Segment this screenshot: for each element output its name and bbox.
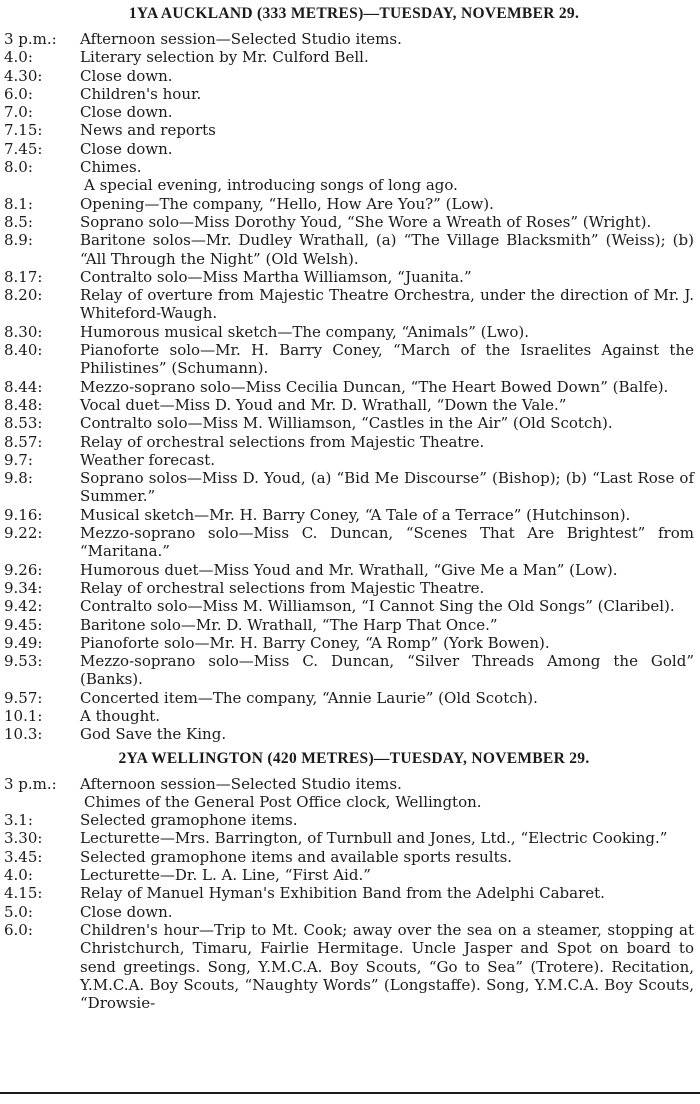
schedule-entry xyxy=(4,884,696,902)
entry-time: 7.0: xyxy=(4,103,33,122)
entry-description: Selected gramophone items and available sports results. xyxy=(80,847,513,866)
schedule-entry xyxy=(4,158,696,176)
schedule-entry xyxy=(4,829,696,847)
section-wellington xyxy=(0,744,700,1013)
entry-time: 8.44: xyxy=(4,377,43,396)
entry-time: 4.15: xyxy=(4,884,43,903)
schedule-entry xyxy=(4,30,696,48)
schedule-entry xyxy=(4,231,696,268)
schedule-entry xyxy=(4,48,696,66)
schedule-entry xyxy=(4,561,696,579)
schedule-entry xyxy=(4,195,696,213)
entry-time: 9.34: xyxy=(4,578,43,597)
entry-time: 9.45: xyxy=(4,615,43,634)
entry-time: 5.0: xyxy=(4,902,33,921)
entry-description: Humorous duet—Miss Youd and Mr. Wrathall, “Give Me a Man” (Low). xyxy=(80,560,618,579)
entry-description: Children's hour—Trip to Mt. Cook; away over the sea on a steamer, stopping at Christchurch, Timaru, Fairlie Hermitage. Uncle Jasper and Spot on board to send greetings. Song, Y.M.C.A. Boy Scouts, “Go to Sea” (Trotere). Recitation, Y.M.C.A. Boy Scouts, “Naughty Words” (Longstaffe). Song, Y.M.C.A. Boy Scouts, “Drowsie- xyxy=(80,920,694,1013)
entry-description: Concerted item—The company, “Annie Laurie” (Old Scotch). xyxy=(80,688,538,707)
schedule-entry xyxy=(4,652,696,689)
entry-time: 10.1: xyxy=(4,706,43,725)
entry-time: 7.45: xyxy=(4,139,43,158)
entry-description: Chimes. xyxy=(80,158,142,177)
entry-description: Baritone solos—Mr. Dudley Wrathall, (a) “The Village Blacksmith” (Weiss); (b) “All Through the Night” (Old Welsh). xyxy=(80,231,694,268)
schedule-entry xyxy=(4,341,696,378)
entry-description: Soprano solos—Miss D. Youd, (a) “Bid Me Discourse” (Bishop); (b) “Last Rose of Summer.” xyxy=(80,469,694,506)
entry-time: 7.15: xyxy=(4,121,43,140)
schedule-entry xyxy=(4,378,696,396)
entry-time: 3 p.m.: xyxy=(4,30,57,48)
schedule-entry xyxy=(4,903,696,921)
entry-description: Contralto solo—Miss M. Williamson, “Castles in the Air” (Old Scotch). xyxy=(80,414,613,433)
schedule-entry xyxy=(4,634,696,652)
entry-description: Close down. xyxy=(80,902,173,921)
schedule-entry xyxy=(4,85,696,103)
section-heading: 2YA WELLINGTON (420 METRES)—TUESDAY, NOVEMBER 29. xyxy=(118,749,590,767)
entry-time: 8.5: xyxy=(4,212,33,231)
entry-description: Afternoon session—Selected Studio items. xyxy=(80,30,402,48)
entry-time: 3 p.m.: xyxy=(4,774,57,793)
schedule-note: A special evening, introducing songs of long ago. xyxy=(84,176,458,195)
schedule-entry xyxy=(4,866,696,884)
entry-time: 9.42: xyxy=(4,597,43,616)
schedule-entry xyxy=(4,396,696,414)
entry-description: Weather forecast. xyxy=(80,450,215,469)
schedule-entry xyxy=(4,213,696,231)
schedule-entry xyxy=(4,140,696,158)
schedule-entry xyxy=(4,848,696,866)
entry-time: 4.30: xyxy=(4,66,43,85)
schedule-entry xyxy=(4,506,696,524)
schedule-entry xyxy=(4,103,696,121)
entry-time: 9.22: xyxy=(4,524,43,543)
bottom-rule xyxy=(0,1092,700,1094)
entry-description: Humorous musical sketch—The company, “Animals” (Lwo). xyxy=(80,322,529,341)
entry-description: Close down. xyxy=(80,66,173,85)
entry-description: Mezzo-soprano solo—Miss Cecilia Duncan, “The Heart Bowed Down” (Balfe). xyxy=(80,377,669,396)
entry-time: 3.1: xyxy=(4,811,33,830)
schedule-entry xyxy=(4,725,696,743)
entry-time: 4.0: xyxy=(4,866,33,885)
schedule-entry xyxy=(4,689,696,707)
entry-description: Relay of overture from Majestic Theatre Orchestra, under the direction of Mr. J. Whiteford-Waugh. xyxy=(80,286,694,323)
schedule-list xyxy=(4,775,696,1013)
entry-description: Contralto solo—Miss Martha Williamson, “Juanita.” xyxy=(80,267,472,286)
schedule-entry xyxy=(4,524,696,561)
schedule-entry xyxy=(4,414,696,432)
schedule-entry xyxy=(4,451,696,469)
entry-time: 8.20: xyxy=(4,286,43,305)
schedule-entry xyxy=(4,433,696,451)
schedule-entry xyxy=(4,268,696,286)
schedule-entry xyxy=(4,286,696,323)
entry-description: Contralto solo—Miss M. Williamson, “I Cannot Sing the Old Songs” (Claribel). xyxy=(80,597,675,616)
schedule-note: Chimes of the General Post Office clock, Wellington. xyxy=(84,792,482,811)
entry-time: 8.30: xyxy=(4,322,43,341)
section-heading: 1YA AUCKLAND (333 METRES)—TUESDAY, NOVEMBER 29. xyxy=(128,5,580,22)
entry-time: 8.48: xyxy=(4,395,43,414)
entry-time: 9.7: xyxy=(4,450,33,469)
schedule-list xyxy=(4,30,696,744)
entry-time: 9.57: xyxy=(4,688,43,707)
entry-time: 8.0: xyxy=(4,158,33,177)
entry-time: 6.0: xyxy=(4,84,33,103)
entry-description: Soprano solo—Miss Dorothy Youd, “She Wore a Wreath of Roses” (Wright). xyxy=(80,212,652,231)
schedule-entry xyxy=(4,121,696,139)
entry-description: Musical sketch—Mr. H. Barry Coney, “A Tale of a Terrace” (Hutchinson). xyxy=(80,505,631,524)
entry-description: Relay of orchestral selections from Majestic Theatre. xyxy=(80,432,485,451)
schedule-entry xyxy=(4,323,696,341)
entry-description: A thought. xyxy=(80,706,161,725)
entry-description: Vocal duet—Miss D. Youd and Mr. D. Wrathall, “Down the Vale.” xyxy=(80,395,567,414)
schedule-entry xyxy=(4,469,696,506)
schedule-entry xyxy=(4,616,696,634)
entry-description: Close down. xyxy=(80,139,173,158)
entry-description: Afternoon session—Selected Studio items. xyxy=(80,774,402,793)
schedule-entry xyxy=(4,67,696,85)
entry-description: Close down. xyxy=(80,103,173,122)
entry-time: 8.17: xyxy=(4,267,43,286)
entry-time: 8.57: xyxy=(4,432,43,451)
entry-description: Pianoforte solo—Mr. H. Barry Coney, “March of the Israelites Against the Philistines” (Schumann). xyxy=(80,341,694,378)
entry-description: Opening—The company, “Hello, How Are You?” (Low). xyxy=(80,194,494,213)
schedule-entry xyxy=(4,775,696,793)
entry-description: Pianoforte solo—Mr. H. Barry Coney, “A Romp” (York Bowen). xyxy=(80,633,550,652)
entry-description: Relay of orchestral selections from Majestic Theatre. xyxy=(80,578,485,597)
entry-description: Lecturette—Mrs. Barrington, of Turnbull and Jones, Ltd., “Electric Cooking.” xyxy=(80,829,668,848)
entry-description: Children's hour. xyxy=(80,84,202,103)
schedule-entry xyxy=(4,921,696,1012)
entry-description: Lecturette—Dr. L. A. Line, “First Aid.” xyxy=(80,866,371,885)
entry-description: Relay of Manuel Hyman's Exhibition Band from the Adelphi Cabaret. xyxy=(80,884,605,903)
entry-time: 4.0: xyxy=(4,48,33,67)
entry-description: Baritone solo—Mr. D. Wrathall, “The Harp That Once.” xyxy=(80,615,498,634)
schedule-entry xyxy=(4,811,696,829)
entry-time: 10.3: xyxy=(4,725,43,744)
schedule-entry xyxy=(4,707,696,725)
entry-description: News and reports xyxy=(80,121,216,140)
entry-time: 9.49: xyxy=(4,633,43,652)
entry-time: 6.0: xyxy=(4,920,33,939)
entry-time: 8.53: xyxy=(4,414,43,433)
entry-time: 9.26: xyxy=(4,560,43,579)
schedule-entry xyxy=(4,597,696,615)
entry-time: 9.8: xyxy=(4,469,33,488)
entry-description: Mezzo-soprano solo—Miss C. Duncan, “Scenes That Are Brightest” from “Maritana.” xyxy=(80,524,694,561)
entry-description: Literary selection by Mr. Culford Bell. xyxy=(80,48,369,67)
entry-time: 3.45: xyxy=(4,847,43,866)
entry-time: 8.1: xyxy=(4,194,33,213)
schedule-entry xyxy=(4,579,696,597)
entry-description: Mezzo-soprano solo—Miss C. Duncan, “Silver Threads Among the Gold” (Banks). xyxy=(80,652,694,689)
entry-description: Selected gramophone items. xyxy=(80,811,298,830)
entry-time: 3.30: xyxy=(4,829,43,848)
entry-time: 9.53: xyxy=(4,652,43,671)
entry-description: God Save the King. xyxy=(80,725,227,744)
entry-time: 9.16: xyxy=(4,505,43,524)
entry-time: 8.40: xyxy=(4,341,43,360)
entry-time: 8.9: xyxy=(4,231,33,250)
